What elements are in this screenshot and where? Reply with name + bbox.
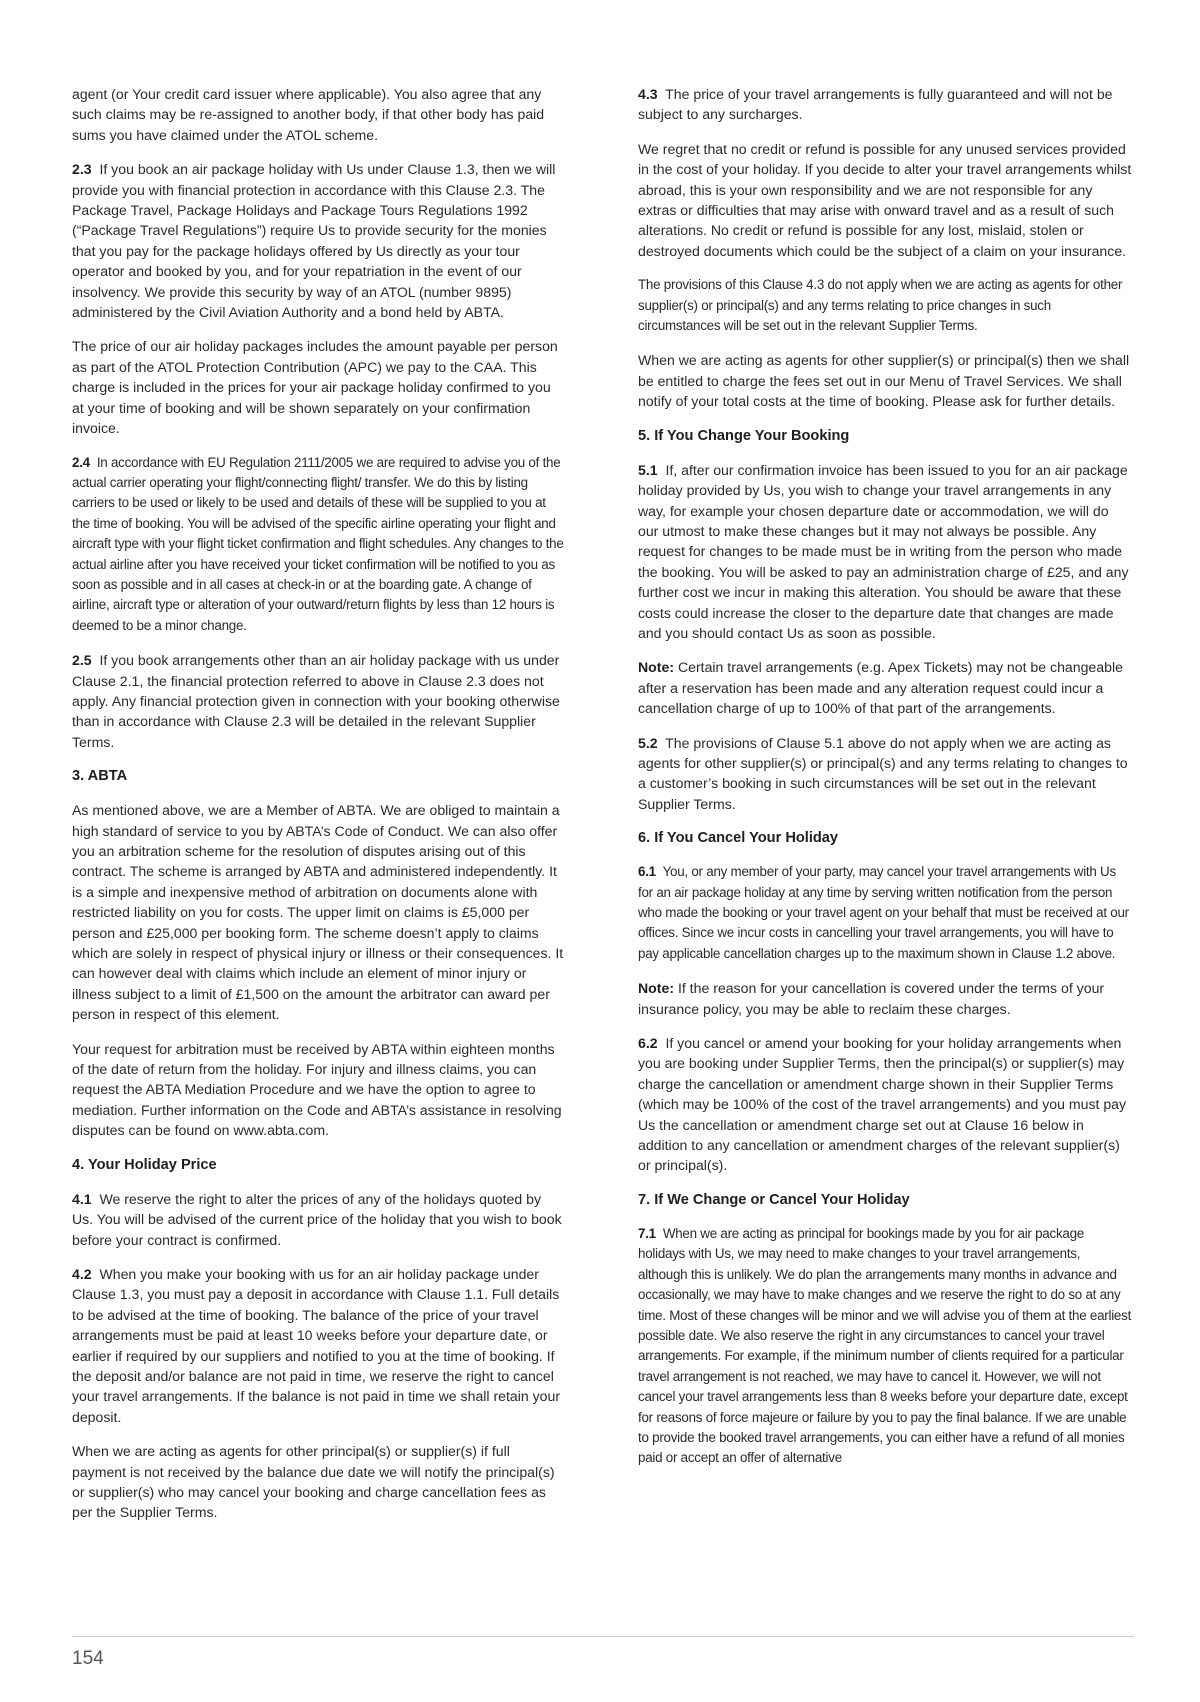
clause-number: 4.2	[72, 1265, 92, 1282]
clause-text: When we are acting as principal for bookings made by you for air package holidays with Us, we may need to make changes to your travel arrangements, although this is unlikely. We do plan the arrangements many months in advance and occasionally, we may have to make changes and we reserve the right to do so at any time. Most of these changes will be minor and we will advise you of them at the earliest possible date. We also reserve the right in any circumstances to cancel your travel arrangements. For example, if the minimum number of clients required for a particular travel arrangement is not reached, we may have to cancel it. However, we will not cancel your travel arrangements less than 8 weeks before your departure date, except for reasons of force majeure or failure by you to pay the final balance. If we are unable to provide the booked travel arrangements, you can either have a refund of all monies paid or accept an offer of alternative	[638, 1225, 1132, 1466]
clause-number: 2.3	[72, 161, 92, 178]
clause-text: If you book arrangements other than an air holiday package with us under Clause 2.1, the financial protection referred to above in Clause 2.3 does not apply. Any financial protection given in connection with your booking otherwise than in accordance with Clause 2.3 will be detailed in the relevant Supplier Terms.	[72, 652, 560, 750]
clause-4-1	[72, 1189, 566, 1250]
clause-text: The provisions of Clause 5.1 above do not apply when we are acting as agents for other supplier(s) or principal(s) and any terms relating to changes to a customer’s booking in such circumstances will be set out in the relevant Supplier Terms.	[638, 734, 1128, 812]
page-number: 154	[72, 1648, 104, 1669]
clause-number: 5.1	[638, 461, 658, 478]
clause-5-2	[638, 733, 1132, 815]
footer-divider	[72, 1636, 1134, 1637]
clause-4-2	[72, 1264, 566, 1427]
clause-text: When you make your booking with us for an air holiday package under Clause 1.3, you must pay a deposit in accordance with Clause 1.1. Full details to be advised at the time of booking. The balance of the price of your travel arrangements must be paid at least 10 weeks before your departure date, or earlier if required by our suppliers and notified to you at the time of booking. If the deposit and/or balance are not paid in time, we reserve the right to cancel your travel arrangements. If the balance is not paid in time we shall retain your deposit.	[72, 1265, 561, 1425]
clause-2-5	[72, 650, 566, 752]
paragraph-abta-request: Your request for arbitration must be received by ABTA within eighteen months of the date of return from the holiday. For injury and illness claims, you can request the ABTA Mediation Procedure and we have the option to agree to mediation. Further information on the Code and ABTA’s assistance in resolving disputes can be found on www.abta.com.	[72, 1040, 562, 1139]
heading-change-or-cancel: 7. If We Change or Cancel Your Holiday	[638, 1191, 910, 1208]
paragraph-apc: The price of our air holiday packages includes the amount payable per person as part of the ATOL Protection Contribution (APC) we pay to the CAA. This charge is included in the prices for your air package holiday confirmed to you at your time of booking and will be shown separately on your confirmation invoice.	[72, 338, 558, 437]
heading-holiday-price: 4. Your Holiday Price	[72, 1156, 217, 1173]
clause-7-1	[638, 1224, 1132, 1469]
clause-2-4	[72, 453, 566, 637]
clause-2-3	[72, 159, 566, 322]
note-apex-tickets	[638, 657, 1132, 718]
right-column	[638, 84, 1132, 1483]
note-label: Note:	[638, 659, 675, 676]
clause-text: If, after our confirmation invoice has been issued to you for an air package holiday provided by Us, you wish to change your travel arrangements in any way, for example your chosen departure date or accommodation, we will do our utmost to make these changes but it may not always be possible. Any request for changes to be made must be in writing from the person who made the booking. You will be asked to pay an administration charge of £25, and any further cost we incur in making this alteration. You should be aware that these costs could increase the closer to the departure date that changes are made and you should contact Us as soon as possible.	[638, 461, 1129, 641]
clause-text: In accordance with EU Regulation 2111/2005 we are required to advise you of the actual carrier operating your flight/connecting flight/ transfer. We do this by listing carriers to be used or likely to be used and details of these will be supplied to you at the time of booking. You will be advised of the specific airline operating your flight and aircraft type with your flight ticket confirmation and flight schedules. Any changes to the actual airline after you have received your ticket confirmation will be notified to you as soon as possible and in all cases at check-in or at the boarding gate. A change of airline, aircraft type or alteration of your outward/return flights by less than 12 hours is deemed to be a minor change.	[72, 454, 564, 633]
heading-change-booking: 5. If You Change Your Booking	[638, 427, 850, 444]
clause-text: We reserve the right to alter the prices of any of the holidays quoted by Us. You will be advised of the current price of the holiday that you wish to book before your contract is confirmed.	[72, 1190, 562, 1248]
paragraph-agents-payment: When we are acting as agents for other principal(s) or supplier(s) if full payment is not received by the balance due date we will notify the principal(s) or supplier(s) who may cancel your booking and charge cancellation fees as per the Supplier Terms.	[72, 1443, 555, 1521]
clause-4-3	[638, 84, 1132, 125]
heading-abta: 3. ABTA	[72, 768, 128, 785]
heading-cancel-holiday: 6. If You Cancel Your Holiday	[638, 830, 839, 847]
note-label: Note:	[638, 980, 675, 997]
paragraph-abta-arbitration: As mentioned above, we are a Member of ABTA. We are obliged to maintain a high standard of service to you by ABTA’s Code of Conduct. We can also offer you an arbitration scheme for the resolution of disputes arising out of this contract. The scheme is arranged by ABTA and administered independently. It is a simple and inexpensive method of arbitration on documents alone with restricted liability on you for costs. The upper limit on claims is £5,000 per person and £25,000 per booking form. The scheme doesn’t apply to claims which are solely in respect of physical injury or illness or their consequences. It can however deal with claims which include an element of minor injury or illness subject to a limit of £1,500 on the amount the arbitrator can award per person in respect of this element.	[72, 802, 564, 1023]
clause-number: 7.1	[638, 1225, 656, 1241]
note-text: If the reason for your cancellation is covered under the terms of your insurance policy, you may be able to reclaim these charges.	[638, 980, 1105, 1017]
clause-text: If you cancel or amend your booking for your holiday arrangements when you are booking under Supplier Terms, then the principal(s) or supplier(s) may charge the cancellation or amendment charge shown in their Supplier Terms (which may be 100% of the cost of the travel arrangements) and you must pay Us the cancellation or amendment charge set out at Clause 16 below in addition to any cancellation or amendment charges of the relevant supplier(s) or principal(s).	[638, 1035, 1127, 1174]
note-insurance	[638, 978, 1132, 1019]
clause-6-2	[638, 1033, 1132, 1176]
paragraph-atol-claims-continued: agent (or Your credit card issuer where applicable). You also agree that any such claims may be re-assigned to another body, if that other body has paid sums you have claimed under the ATOL scheme.	[72, 86, 545, 143]
note-text: Certain travel arrangements (e.g. Apex Tickets) may not be changeable after a reservation has been made and any alteration request could incur a cancellation charge of up to 100% of that part of the arrangements.	[638, 659, 1123, 717]
clause-6-1	[638, 862, 1132, 964]
left-column	[72, 84, 566, 1537]
clause-number: 5.2	[638, 734, 658, 751]
paragraph-no-refund: We regret that no credit or refund is possible for any unused services provided in the cost of your holiday. If you decide to alter your travel arrangements whilst abroad, this is your own responsibility and we are not responsible for any extras or difficulties that may arise with onward travel and as a result of such alterations. No credit or refund is possible for any lost, mislaid, stolen or destroyed documents which could be the subject of a claim on your insurance.	[638, 140, 1132, 259]
clause-number: 2.4	[72, 454, 90, 470]
paragraph-clause-4-3-provisions: The provisions of this Clause 4.3 do not apply when we are acting as agents for other supplier(s) or principal(s) and any terms relating to price changes in such circumstances will be set out in the relevant Supplier Terms.	[638, 277, 1123, 334]
clause-number: 6.1	[638, 864, 656, 880]
paragraph-agent-fees: When we are acting as agents for other supplier(s) or principal(s) then we shall be entitled to charge the fees set out in our Menu of Travel Services. We shall notify of your total costs at the time of booking. Please ask for further details.	[638, 352, 1130, 410]
clause-number: 2.5	[72, 652, 92, 669]
clause-number: 6.2	[638, 1035, 658, 1052]
clause-text: The price of your travel arrangements is fully guaranteed and will not be subject to any surcharges.	[638, 86, 1113, 123]
clause-text: If you book an air package holiday with Us under Clause 1.3, then we will provide you with financial protection in accordance with this Clause 2.3. The Package Travel, Package Holidays and Package Tours Regulations 1992 (“Package Travel Regulations”) require Us to provide security for the monies that you pay for the package holidays offered by Us directly as your tour operator and booked by you, and for your repatriation in the event of our insolvency. We provide this security by way of an ATOL (number 9895) administered by the Civil Aviation Authority and a bond held by ABTA.	[72, 161, 556, 321]
clause-5-1	[638, 460, 1132, 644]
clause-number: 4.1	[72, 1190, 92, 1207]
clause-text: You, or any member of your party, may cancel your travel arrangements with Us for an air package holiday at any time by serving written notification from the person who made the booking or your travel agent on your behalf that must be received at our offices. Since we incur costs in cancelling your travel arrangements, you will have to pay applicable cancellation charges up to the maximum shown in Clause 1.2 above.	[638, 864, 1129, 961]
clause-number: 4.3	[638, 86, 658, 102]
